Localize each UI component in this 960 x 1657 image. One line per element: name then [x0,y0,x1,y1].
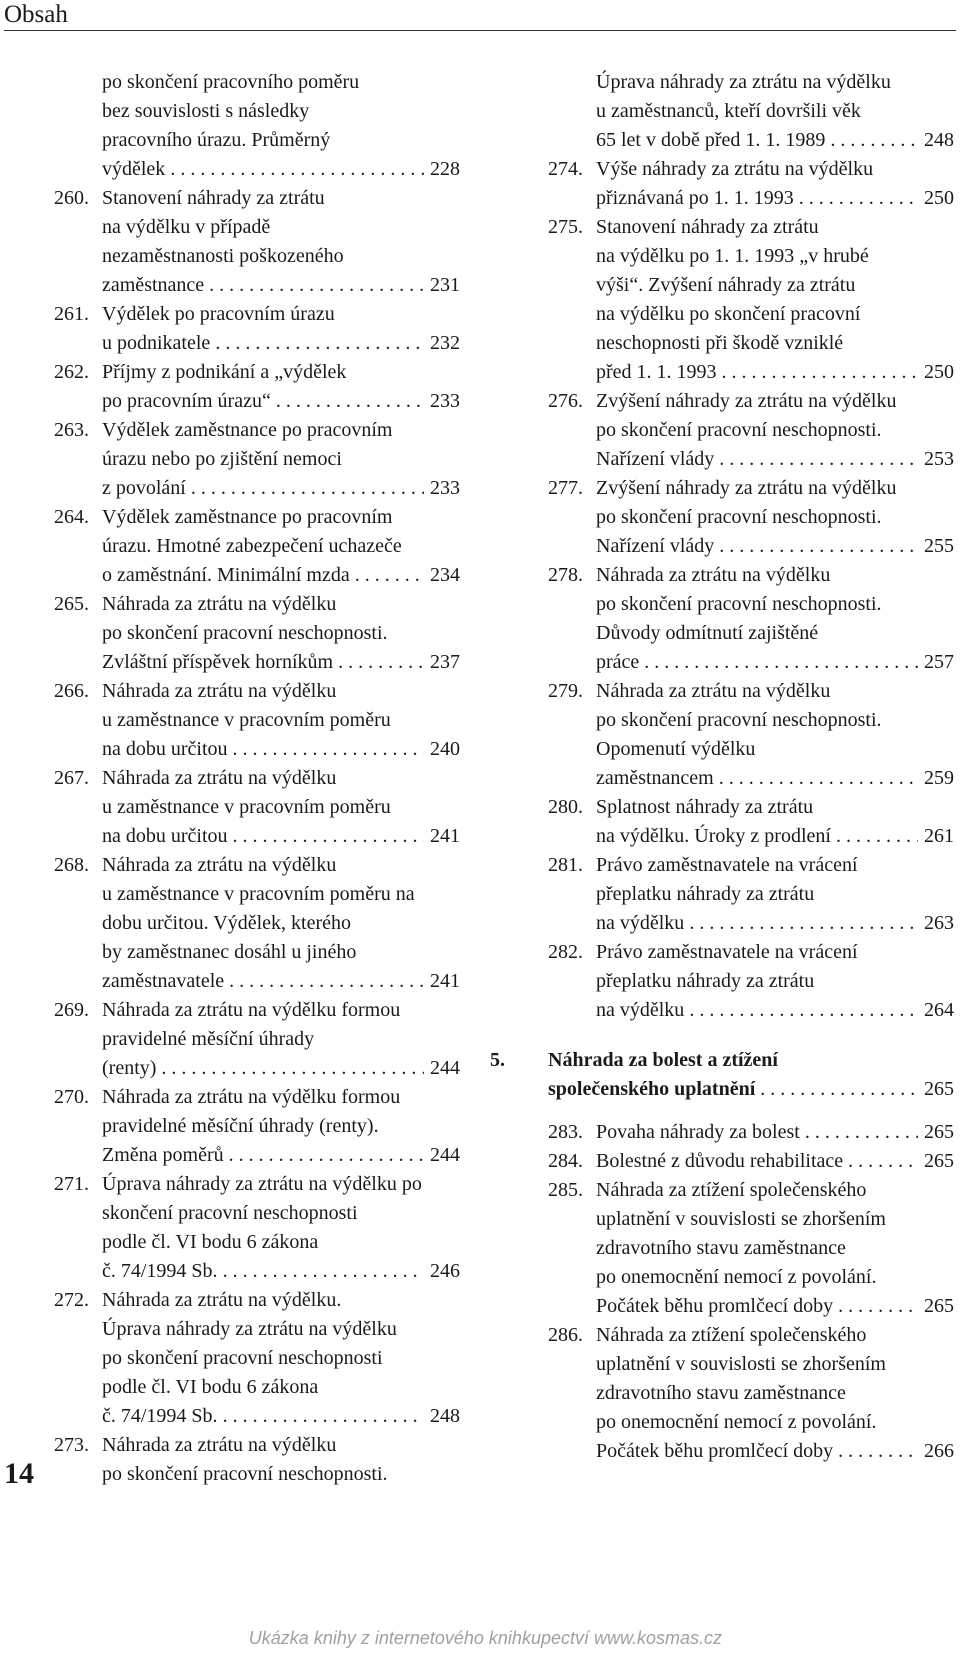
toc-entry-page: 233 [430,477,460,499]
toc-entry-text: úrazu nebo po zjištění nemoci [102,448,342,470]
toc-entry-text: uplatnění v souvislosti se zhoršením [596,1208,886,1230]
toc-entry-number: 267. [54,767,89,789]
toc-entry-text: u zaměstnance v pracovním poměru na [102,883,415,905]
toc-entry-line [54,1344,460,1373]
toc-entry-page: 241 [430,825,460,847]
toc-entry-line [54,1025,460,1054]
toc-entry-number: 260. [54,187,89,209]
toc-entry-line [548,97,954,126]
toc-entry-page: 248 [924,129,954,151]
toc-entry-number: 283. [548,1121,583,1143]
toc-entry-line [548,68,954,97]
toc-entry-text: výši“. Zvýšení náhrady za ztrátu [596,274,856,296]
toc-entry-line [54,1431,460,1460]
toc-entry-line [54,996,460,1025]
toc-entry-line [54,764,460,793]
toc-entry-line [54,213,460,242]
page-number: 14 [4,1457,34,1490]
toc-entry[interactable] [548,1176,954,1321]
toc-entry-text: neschopnosti při škodě vzniklé [596,332,844,354]
toc-entry-line [54,1141,460,1170]
section-heading-line [490,1046,954,1075]
toc-entry-line [54,938,460,967]
toc-entry-page: 259 [924,767,954,789]
toc-entry-page: 228 [430,158,460,180]
toc-entry[interactable] [54,677,460,764]
toc-entry[interactable] [548,68,954,155]
toc-entry[interactable] [54,1286,460,1431]
toc-entry-text: po onemocnění nemocí z povolání. [596,1411,877,1433]
toc-entry-line [54,1054,460,1083]
toc-entry-number: 272. [54,1289,89,1311]
toc-entry[interactable] [54,184,460,300]
toc-entry-text: zaměstnancem . . . [596,764,918,793]
toc-entry-line [548,1292,954,1321]
toc-entry-line [54,242,460,271]
toc-entry-line [54,126,460,155]
toc-entry[interactable] [54,300,460,358]
toc-entry-text: Náhrada za ztrátu na výdělku formou [102,999,401,1021]
toc-entry-text: Výše náhrady za ztrátu na výdělku [596,158,874,180]
toc-entry-line [54,68,460,97]
toc-entry-text: u zaměstnance v pracovním poměru [102,796,391,818]
toc-entry-line [548,416,954,445]
toc-entry-line [548,1176,954,1205]
toc-entry-line [54,271,460,300]
toc-entry[interactable] [548,1147,954,1176]
toc-entry-text: zdravotního stavu zaměstnance [596,1382,846,1404]
toc-entry-text: na výdělku v případě [102,216,271,238]
toc-entry-text: Změna poměrů . . . [102,1141,424,1170]
toc-entry-page: 234 [430,564,460,586]
toc-entry-line [54,1373,460,1402]
toc-entry[interactable] [548,938,954,1025]
toc-entry-line [548,1234,954,1263]
toc-entry[interactable] [548,851,954,938]
toc-entry-text: podle čl. VI bodu 6 zákona [102,1376,319,1398]
toc-entry-line [54,1228,460,1257]
toc-entry-text: podle čl. VI bodu 6 zákona [102,1231,319,1253]
toc-entry-line [548,329,954,358]
toc-entry-text: Zvýšení náhrady za ztrátu na výdělku [596,390,897,412]
toc-entry[interactable] [548,213,954,387]
toc-entry-line [548,706,954,735]
toc-entry-text: zaměstnance . . . [102,271,424,300]
toc-entry-text: Náhrada za ztrátu na výdělku [102,593,337,615]
toc-entry-text: po skončení pracovní neschopnosti. [596,419,882,441]
toc-entry-line [54,1112,460,1141]
toc-entry-line [548,358,954,387]
toc-entry-number: 282. [548,941,583,963]
toc-entry[interactable] [54,416,460,503]
toc-entry-page: 257 [924,651,954,673]
toc-entry-text: by zaměstnanec dosáhl u jiného [102,941,357,963]
toc-entry-line [54,1286,460,1315]
toc-entry-page: 237 [430,651,460,673]
toc-entry-text: na výdělku . . . [596,909,918,938]
toc-entry-line [54,445,460,474]
toc-entry-line [54,358,460,387]
toc-entry-text: Stanovení náhrady za ztrátu [102,187,325,209]
toc-entry-number: 274. [548,158,583,180]
toc-entry-line [548,793,954,822]
toc-entry-page: 250 [924,361,954,383]
toc-entry-line [548,764,954,793]
toc-entry-line [548,967,954,996]
toc-entry-line [548,1350,954,1379]
toc-entry-line [54,532,460,561]
toc-entry-text: pravidelné měsíční úhrady [102,1028,315,1050]
toc-entry-page: 265 [924,1295,954,1317]
toc-entry-line [54,677,460,706]
toc-entry-line [548,242,954,271]
toc-entry-text: Splatnost náhrady za ztrátu [596,796,814,818]
toc-entry-text: Náhrada za ztrátu na výdělku [102,680,337,702]
toc-entry-line [548,1379,954,1408]
toc-entry-number: 263. [54,419,89,441]
toc-entry-text: Právo zaměstnavatele na vrácení [596,941,858,963]
toc-entry-line [54,909,460,938]
toc-entry-line [548,474,954,503]
toc-entry[interactable] [548,1118,954,1147]
toc-entry-number: 281. [548,854,583,876]
toc-entry[interactable] [54,851,460,996]
page-header-title: Obsah [4,1,68,28]
section-heading-text: Náhrada za bolest a ztížení [548,1049,778,1071]
toc-entry-text: po skončení pracovní neschopnosti. [102,622,388,644]
toc-entry-text: Náhrada za ztrátu na výdělku. [102,1289,342,1311]
toc-entry-page: 255 [924,535,954,557]
toc-entry-page: 265 [924,1150,954,1172]
toc-entry-line [54,590,460,619]
toc-entry-line [54,967,460,996]
toc-entry-text: Výdělek po pracovním úrazu [102,303,335,325]
toc-entry-text: bez souvislosti s následky [102,100,310,122]
toc-entry-text: skončení pracovní neschopnosti [102,1202,358,1224]
toc-entry-number: 284. [548,1150,583,1172]
toc-entry[interactable] [54,590,460,677]
toc-entry-text: u zaměstnance v pracovním poměru [102,709,391,731]
toc-entry-line [548,1205,954,1234]
toc-entry-line [54,851,460,880]
toc-entry-text: dobu určitou. Výdělek, kterého [102,912,352,934]
toc-entry-text: Náhrada za ztrátu na výdělku formou [102,1086,401,1108]
toc-entry-number: 266. [54,680,89,702]
toc-entry-number: 262. [54,361,89,383]
toc-entry-line [548,387,954,416]
toc-entry-line [548,213,954,242]
toc-entry-text: na výdělku. Úroky z prodlení . . . [596,822,918,851]
toc-entry-line [54,155,460,184]
toc-entry-text: Nařízení vlády . . . [596,445,918,474]
toc-entry-line [548,1263,954,1292]
toc-entry-text: před 1. 1. 1993 . . . [596,358,918,387]
toc-entry-line [548,503,954,532]
toc-entry-text: Výdělek zaměstnance po pracovním [102,419,393,441]
toc-entry-line [54,648,460,677]
toc-entry-text: zaměstnavatele . . . [102,967,424,996]
toc-entry-text: (renty) . . . [102,1054,424,1083]
toc-entry-line [548,1118,954,1147]
toc-entry-line [548,532,954,561]
toc-entry[interactable] [548,677,954,793]
toc-entry-text: výdělek . . . [102,155,424,184]
toc-entry-number: 261. [54,303,89,325]
toc-entry-number: 264. [54,506,89,528]
toc-entry-text: Příjmy z podnikání a „výdělek [102,361,347,383]
toc-entry[interactable] [548,155,954,213]
toc-entry-text: Zvýšení náhrady za ztrátu na výdělku [596,477,897,499]
toc-entry-line [54,735,460,764]
toc-entry-page: 263 [924,912,954,934]
toc-entry-text: Úprava náhrady za ztrátu na výdělku po [102,1173,422,1195]
toc-entry-text: po pracovním úrazu“ . . . [102,387,424,416]
toc-entry-line [54,706,460,735]
section-heading-text: společenského uplatnění . . . [548,1075,918,1104]
toc-entry-line [54,1170,460,1199]
toc-entry-line [54,1199,460,1228]
toc-entry-line [548,938,954,967]
toc-entry-line [548,155,954,184]
toc-entry-text: 65 let v době před 1. 1. 1989 . . . [596,126,918,155]
toc-entry-text: Úprava náhrady za ztrátu na výdělku [102,1318,397,1340]
toc-entry-number: 280. [548,796,583,818]
toc-entry-text: u podnikatele . . . [102,329,424,358]
toc-entry-text: po onemocnění nemocí z povolání. [596,1266,877,1288]
toc-entry-line [548,184,954,213]
toc-entry-text: Počátek běhu promlčecí doby . . . [596,1437,918,1466]
toc-entry-text: po skončení pracovní neschopnosti [102,1347,383,1369]
toc-entry-text: přeplatku náhrady za ztrátu [596,970,815,992]
toc-entry-page: 244 [430,1144,460,1166]
toc-entry-line [54,561,460,590]
toc-entry-number: 275. [548,216,583,238]
toc-entry-text: přeplatku náhrady za ztrátu [596,883,815,905]
toc-entry[interactable] [54,1170,460,1286]
toc-entry-text: Stanovení náhrady za ztrátu [596,216,819,238]
toc-entry-line [54,329,460,358]
toc-entry-line [548,822,954,851]
toc-entry-page: 246 [430,1260,460,1282]
toc-entry-page: 244 [430,1057,460,1079]
toc-entry[interactable] [548,561,954,677]
toc-entry-text: na dobu určitou . . . [102,735,424,764]
section-heading-line [548,1075,954,1104]
toc-entry-page: 248 [430,1405,460,1427]
toc-entry-page: 232 [430,332,460,354]
toc-entry[interactable] [54,996,460,1083]
toc-entry-line [548,851,954,880]
toc-entry-number: 286. [548,1324,583,1346]
section-number: 5. [490,1049,505,1071]
toc-entry-number: 268. [54,854,89,876]
toc-left-column [54,68,460,1489]
toc-entry-text: Úprava náhrady za ztrátu na výdělku [596,71,891,93]
toc-entry-text: č. 74/1994 Sb. . . . [102,1402,424,1431]
toc-entry-text: Bolestné z důvodu rehabilitace . . . [596,1147,918,1176]
toc-entry[interactable] [54,358,460,416]
toc-entry-text: po skončení pracovní neschopnosti. [596,593,882,615]
section-heading [490,1046,954,1104]
toc-entry-line [54,880,460,909]
toc-entry-line [54,387,460,416]
toc-entry-line [54,97,460,126]
toc-entry-text: práce . . . [596,648,918,677]
toc-entry-number: 273. [54,1434,89,1456]
toc-entry-line [54,619,460,648]
toc-entry-text: Důvody odmítnutí zajištěné [596,622,819,644]
toc-entry-line [54,1257,460,1286]
toc-entry-page: 241 [430,970,460,992]
toc-entry[interactable] [54,503,460,590]
toc-entry-text: z povolání . . . [102,474,424,503]
toc-entry-page: 261 [924,825,954,847]
toc-entry-line [54,1083,460,1112]
toc-entry-number: 270. [54,1086,89,1108]
toc-entry-line [54,1315,460,1344]
toc-entry-line [548,909,954,938]
toc-entry-number: 285. [548,1179,583,1201]
toc-entry-text: Povaha náhrady za bolest . . . [596,1118,918,1147]
toc-entry-line [548,126,954,155]
toc-entry-text: Náhrada za ztížení společenského [596,1179,867,1201]
toc-entry-text: Náhrada za ztrátu na výdělku [102,767,337,789]
toc-entry-text: Zvláštní příspěvek horníkům . . . [102,648,424,677]
toc-entry-line [548,271,954,300]
toc-entry-line [548,1437,954,1466]
toc-entry-text: Výdělek zaměstnance po pracovním [102,506,393,528]
toc-entry-number: 277. [548,477,583,499]
toc-entry-text: na výdělku po skončení pracovní [596,303,861,325]
toc-entry-text: na výdělku . . . [596,996,918,1025]
toc-entry-text: Náhrada za ztrátu na výdělku [596,564,831,586]
toc-entry-text: Náhrada za ztrátu na výdělku [102,1434,337,1456]
toc-entry-line [548,1147,954,1176]
toc-entry-line [548,300,954,329]
toc-entry-line [54,1402,460,1431]
toc-entry-text: Počátek běhu promlčecí doby . . . [596,1292,918,1321]
toc-right-column [490,68,954,1466]
toc-entry-text: Opomenutí výdělku [596,738,756,760]
toc-entry-text: uplatnění v souvislosti se zhoršením [596,1353,886,1375]
toc-entry-text: nezaměstnanosti poškozeného [102,245,344,267]
toc-entry-number: 269. [54,999,89,1021]
toc-entry-line [548,677,954,706]
toc-entry-line [54,822,460,851]
toc-entry-text: č. 74/1994 Sb. . . . [102,1257,424,1286]
toc-entry-text: o zaměstnání. Minimální mzda . . . [102,561,424,590]
toc-entry-number: 276. [548,390,583,412]
toc-entry[interactable] [548,387,954,474]
toc-entry-text: na výdělku po 1. 1. 1993 „v hrubé [596,245,869,267]
toc-entry-text: Náhrada za ztížení společenského [596,1324,867,1346]
toc-entry-line [548,735,954,764]
toc-entry[interactable] [54,764,460,851]
toc-entry[interactable] [548,474,954,561]
toc-entry[interactable] [548,1321,954,1466]
toc-entry-line [54,503,460,532]
toc-entry-number: 278. [548,564,583,586]
toc-entry-text: pravidelné měsíční úhrady (renty). [102,1115,379,1137]
toc-entry-text: Právo zaměstnavatele na vrácení [596,854,858,876]
toc-entry-line [548,1321,954,1350]
toc-entry-text: po skončení pracovní neschopnosti. [596,506,882,528]
toc-entry-text: přiznávaná po 1. 1. 1993 . . . [596,184,918,213]
toc-entry-page: 253 [924,448,954,470]
toc-entry-line [548,648,954,677]
toc-entry-text: po skončení pracovního poměru [102,71,360,93]
toc-entry-page: 231 [430,274,460,296]
toc-entry-text: u zaměstnanců, kteří dovršili věk [596,100,861,122]
toc-entry-number: 265. [54,593,89,615]
toc-entry-page: 240 [430,738,460,760]
toc-entry-number: 271. [54,1173,89,1195]
watermark: Ukázka knihy z internetového knihkupectví www.kosmas.cz [248,1628,722,1648]
toc-entry-line [54,474,460,503]
toc-entry-line [54,1460,460,1489]
toc-entry-line [54,416,460,445]
toc-entry-text: zdravotního stavu zaměstnance [596,1237,846,1259]
toc-entry-line [548,445,954,474]
toc-entry[interactable] [54,68,460,184]
toc-entry-page: 233 [430,390,460,412]
toc-entry-line [54,793,460,822]
toc-entry-text: po skončení pracovní neschopnosti. [102,1463,388,1485]
toc-entry-page: 264 [924,999,954,1021]
section-heading-page: 265 [924,1078,954,1100]
toc-entry-line [548,880,954,909]
toc-entry-line [548,619,954,648]
toc-entry-page: 266 [924,1440,954,1462]
toc-entry-line [548,561,954,590]
toc-entry[interactable] [54,1083,460,1170]
toc-entry-line [548,590,954,619]
toc-entry-page: 265 [924,1121,954,1143]
toc-entry-text: na dobu určitou . . . [102,822,424,851]
toc-entry-text: Náhrada za ztrátu na výdělku [102,854,337,876]
toc-entry-line [54,300,460,329]
toc-entry-text: úrazu. Hmotné zabezpečení uchazeče [102,535,402,557]
toc-entry-line [548,1408,954,1437]
toc-entry-text: Nařízení vlády . . . [596,532,918,561]
toc-entry-line [54,184,460,213]
toc-entry-line [548,996,954,1025]
toc-entry-page: 250 [924,187,954,209]
toc-entry[interactable] [54,1431,460,1489]
toc-entry-text: pracovního úrazu. Průměrný [102,129,331,151]
toc-entry-number: 279. [548,680,583,702]
header-divider [4,30,956,31]
toc-entry-text: Náhrada za ztrátu na výdělku [596,680,831,702]
toc-entry[interactable] [548,793,954,851]
toc-entry-text: po skončení pracovní neschopnosti. [596,709,882,731]
